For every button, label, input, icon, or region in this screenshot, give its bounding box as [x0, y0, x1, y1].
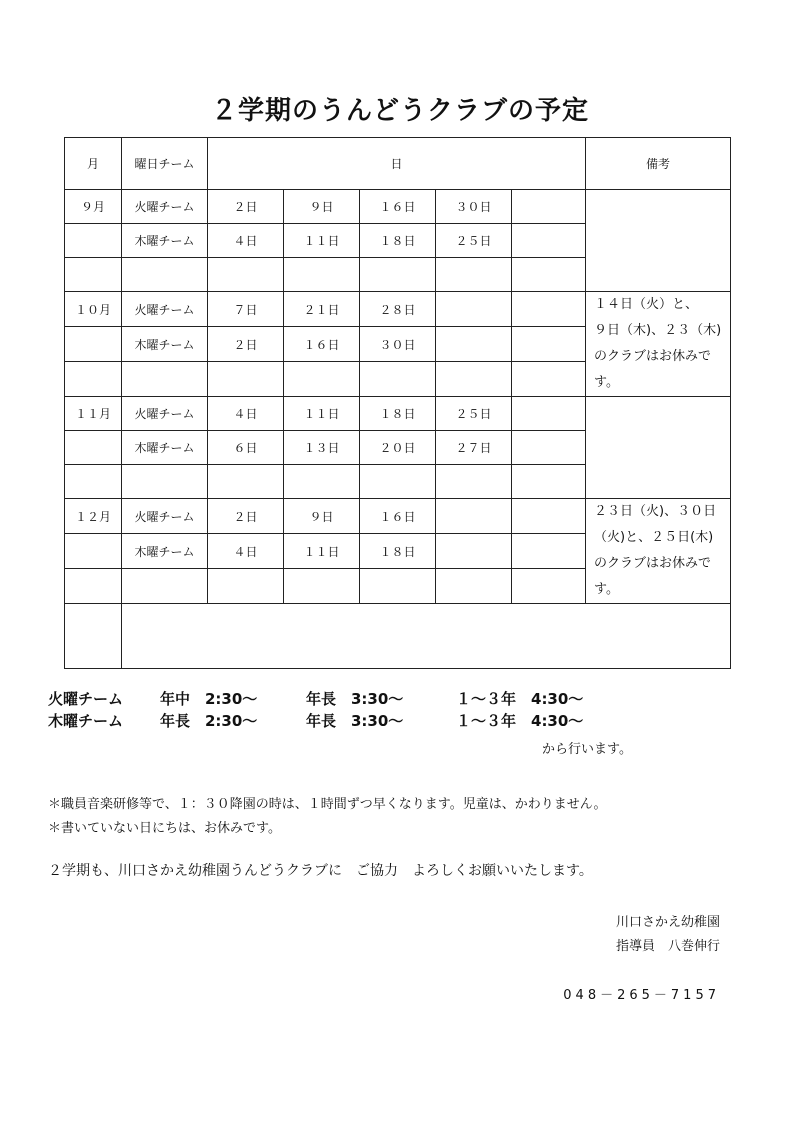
team-name: 木曜チーム	[48, 712, 124, 730]
empty-cell	[122, 362, 208, 397]
note: ＊書いていない日にちは、お休みです。	[48, 821, 281, 836]
day-cell	[284, 465, 360, 499]
phone-number: 048－265－7157	[563, 988, 720, 1003]
empty-cell	[122, 569, 208, 604]
day-cell: １３日	[284, 431, 360, 465]
day-cell: ２５日	[436, 224, 512, 258]
day-cell: １８日	[360, 534, 436, 569]
day-cell	[436, 534, 512, 569]
closing-message: ２学期も、川口さかえ幼稚園うんどうクラブに ご協力 よろしくお願いいたします。	[48, 863, 593, 879]
day-cell: ２０日	[360, 431, 436, 465]
day-cell	[512, 534, 586, 569]
day-cell: １１日	[284, 224, 360, 258]
instructor-name: 指導員 八巻伸行	[615, 939, 720, 954]
day-cell	[436, 292, 512, 327]
day-cell	[208, 465, 284, 499]
notes-cell	[586, 292, 731, 397]
team-header: 曜日チーム	[122, 138, 208, 190]
day-cell	[436, 258, 512, 292]
month-cell: ９月	[65, 190, 122, 224]
day-cell	[512, 362, 586, 397]
day-cell	[436, 465, 512, 499]
day-cell: １８日	[360, 397, 436, 431]
day-cell	[208, 362, 284, 397]
table-header-row	[65, 138, 731, 190]
table-row	[65, 190, 731, 224]
day-cell	[512, 292, 586, 327]
day-cell	[284, 362, 360, 397]
note-line: のクラブはお休みで	[594, 556, 712, 571]
day-cell	[360, 465, 436, 499]
empty-cell	[65, 604, 122, 669]
empty-cell	[65, 431, 122, 465]
note-line: （火)と、２５日(木)	[594, 530, 714, 545]
day-cell: ２日	[208, 327, 284, 362]
day-cell: ６日	[208, 431, 284, 465]
schedule-table	[64, 137, 731, 669]
day-cell	[436, 499, 512, 534]
day-cell: １１日	[284, 534, 360, 569]
day-cell	[512, 327, 586, 362]
time-schedule	[48, 688, 748, 732]
team-cell: 火曜チーム	[122, 292, 208, 327]
empty-cell	[65, 569, 122, 604]
notes-cell	[586, 397, 731, 499]
team-cell: 火曜チーム	[122, 397, 208, 431]
empty-cell	[122, 604, 731, 669]
table-row	[65, 397, 731, 431]
day-cell: ３０日	[360, 327, 436, 362]
tuesday-times	[48, 688, 748, 710]
empty-cell	[65, 534, 122, 569]
empty-cell	[65, 258, 122, 292]
page-title: ２学期のうんどうクラブの予定	[210, 96, 589, 126]
day-cell	[512, 224, 586, 258]
note-line: ２３日（火)、３０日	[594, 504, 717, 519]
day-cell	[360, 569, 436, 604]
month-cell: １０月	[65, 292, 122, 327]
day-cell: １１日	[284, 397, 360, 431]
day-cell	[512, 499, 586, 534]
notes-header: 備考	[586, 138, 731, 190]
table-row	[65, 292, 731, 327]
day-cell: １８日	[360, 224, 436, 258]
day-cell	[208, 258, 284, 292]
note-line: す。	[594, 375, 619, 390]
month-cell: １２月	[65, 499, 122, 534]
time-suffix: から行います。	[542, 742, 632, 757]
day-cell: １６日	[360, 499, 436, 534]
empty-cell	[65, 327, 122, 362]
day-cell: ３０日	[436, 190, 512, 224]
day-cell: ２７日	[436, 431, 512, 465]
note-line: １４日（火）と、	[594, 297, 699, 312]
month-header: 月	[65, 138, 122, 190]
empty-cell	[122, 258, 208, 292]
notes-cell	[586, 499, 731, 604]
time-slot: 年長 2:30～	[160, 712, 258, 730]
day-cell: ２日	[208, 190, 284, 224]
day-cell: ２１日	[284, 292, 360, 327]
note: ＊職員音楽研修等で、１：３０降園の時は、１時間ずつ早くなります。児童は、かわりません。	[48, 797, 607, 812]
team-cell: 木曜チーム	[122, 224, 208, 258]
day-cell	[360, 258, 436, 292]
team-cell: 火曜チーム	[122, 499, 208, 534]
notes-cell	[586, 190, 731, 292]
team-cell: 木曜チーム	[122, 327, 208, 362]
thursday-times	[48, 710, 748, 732]
time-slot: 年中 2:30～	[160, 690, 258, 708]
day-cell	[208, 569, 284, 604]
empty-cell	[65, 465, 122, 499]
day-cell: ４日	[208, 224, 284, 258]
note-line: のクラブはお休みで	[594, 349, 712, 364]
day-cell	[512, 465, 586, 499]
month-cell: １１月	[65, 397, 122, 431]
note-line: す。	[594, 582, 619, 597]
time-slot: １～３年 4:30～	[456, 690, 584, 708]
day-cell: ２８日	[360, 292, 436, 327]
day-cell	[436, 327, 512, 362]
table-row	[65, 499, 731, 534]
day-cell: ７日	[208, 292, 284, 327]
day-cell	[436, 569, 512, 604]
team-cell: 木曜チーム	[122, 431, 208, 465]
day-cell	[512, 397, 586, 431]
day-cell: ２日	[208, 499, 284, 534]
time-slot: 年長 3:30～	[306, 712, 404, 730]
day-cell	[284, 258, 360, 292]
day-cell: ２５日	[436, 397, 512, 431]
time-slot: １～３年 4:30～	[456, 712, 584, 730]
day-cell: ４日	[208, 397, 284, 431]
day-cell: １６日	[360, 190, 436, 224]
day-cell	[360, 362, 436, 397]
organization-name: 川口さかえ幼稚園	[615, 915, 720, 930]
table-row	[65, 604, 731, 669]
day-cell: １６日	[284, 327, 360, 362]
days-header: 日	[208, 138, 586, 190]
team-cell: 木曜チーム	[122, 534, 208, 569]
day-cell	[512, 258, 586, 292]
day-cell	[284, 569, 360, 604]
day-cell	[512, 190, 586, 224]
day-cell	[512, 431, 586, 465]
note-line: ９日（木)、２３（木)	[594, 323, 722, 338]
day-cell	[512, 569, 586, 604]
time-slot: 年長 3:30～	[306, 690, 404, 708]
empty-cell	[122, 465, 208, 499]
empty-cell	[65, 224, 122, 258]
team-cell: 火曜チーム	[122, 190, 208, 224]
day-cell	[436, 362, 512, 397]
day-cell: ４日	[208, 534, 284, 569]
day-cell: ９日	[284, 190, 360, 224]
team-name: 火曜チーム	[48, 690, 124, 708]
empty-cell	[65, 362, 122, 397]
day-cell: ９日	[284, 499, 360, 534]
